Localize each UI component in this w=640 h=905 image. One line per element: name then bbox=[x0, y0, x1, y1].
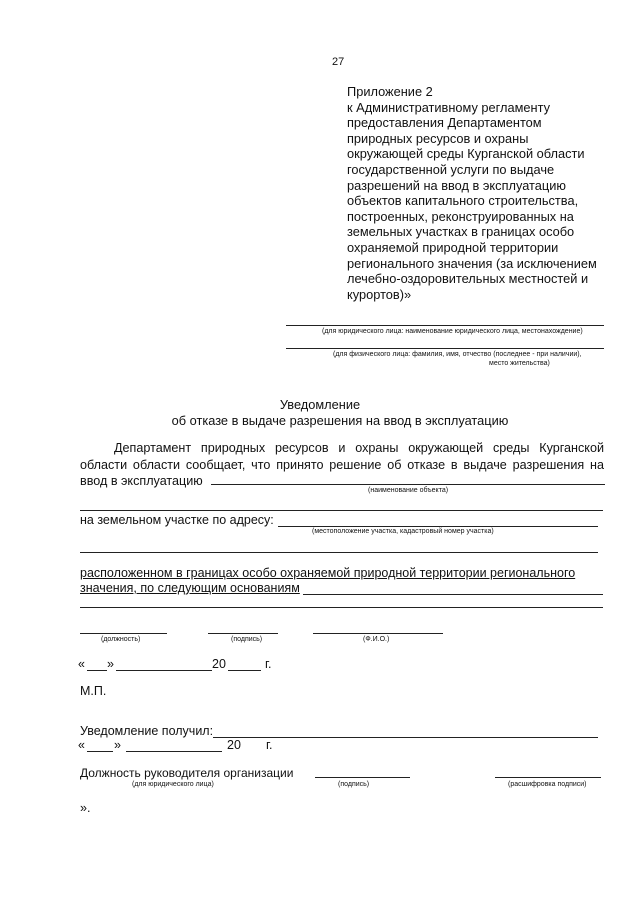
addressee-physical-line[interactable] bbox=[286, 348, 604, 349]
receipt-day-line[interactable] bbox=[87, 751, 113, 752]
addressee-legal-line[interactable] bbox=[286, 325, 604, 326]
reasons-line-fill[interactable] bbox=[303, 594, 603, 595]
notice-subtitle: об отказе в выдаче разрешения на ввод в эксплуатацию bbox=[171, 413, 509, 428]
land-caption: (местоположение участка, кадастровый номер участка) bbox=[312, 528, 494, 535]
appendix-block bbox=[347, 84, 597, 302]
date-year-line[interactable] bbox=[228, 670, 261, 671]
appendix-line: природных ресурсов и охраны bbox=[347, 130, 529, 146]
date-close: » bbox=[107, 657, 114, 671]
appendix-line: разрешений на ввод в эксплуатацию bbox=[347, 177, 566, 193]
addressee-physical-caption-2: место жительства) bbox=[489, 360, 550, 367]
appendix-line: охраняемой природной территории bbox=[347, 239, 559, 255]
date-open: « bbox=[78, 657, 85, 671]
date-year-prefix: 20 bbox=[212, 657, 226, 671]
date-year-suffix: г. bbox=[265, 657, 272, 671]
appendix-line: государственной услуги по выдаче bbox=[347, 161, 555, 177]
signature-line[interactable] bbox=[208, 633, 278, 634]
appendix-line: Приложение 2 bbox=[347, 84, 433, 99]
date-day-line[interactable] bbox=[87, 670, 107, 671]
appendix-line: объектов капитального строительства, bbox=[347, 193, 579, 209]
appendix-line: к Административному регламенту bbox=[347, 99, 551, 115]
addressee-legal-caption: (для юридического лица: наименование юридического лица, местонахождение) bbox=[322, 328, 583, 335]
appendix-line: регионального значения (за исключением bbox=[347, 255, 597, 271]
body-paragraph-text: Департамент природных ресурсов и охраны окружающей среды Курганской области области сообщает, что принято решение об отказе в выдаче разрешения на ввод в эксплуатацию bbox=[80, 441, 604, 488]
appendix-line: земельных участках в границах особо bbox=[347, 224, 575, 240]
receipt-label: Уведомление получил: bbox=[80, 724, 214, 738]
object-line[interactable] bbox=[211, 484, 605, 485]
reasons-line-2: значения, по следующим основаниям bbox=[80, 581, 300, 595]
head-legal-caption: (для юридического лица) bbox=[132, 781, 214, 788]
object-line-2[interactable] bbox=[80, 510, 603, 511]
receipt-date-open: « bbox=[78, 738, 85, 752]
addressee-physical-caption: (для физического лица: фамилия, имя, отчество (последнее - при наличии), bbox=[333, 351, 582, 358]
position-caption: (должность) bbox=[101, 636, 141, 643]
land-line[interactable] bbox=[278, 526, 598, 527]
head-decode-caption: (расшифровка подписи) bbox=[508, 781, 587, 788]
reasons-line-1: расположенном в границах особо охраняемой природной территории регионального bbox=[80, 566, 576, 580]
receipt-year-suffix: г. bbox=[266, 738, 273, 752]
signature-caption: (подпись) bbox=[231, 636, 263, 643]
date-month-line[interactable] bbox=[116, 670, 212, 671]
closing-mark: ». bbox=[80, 801, 91, 815]
appendix-line: лечебно-оздоровительных местностей и bbox=[347, 271, 589, 287]
receipt-year-prefix: 20 bbox=[227, 738, 241, 752]
land-line-2[interactable] bbox=[80, 552, 598, 553]
page-number: 27 bbox=[332, 56, 345, 68]
appendix-line: окружающей среды Курганской области bbox=[347, 146, 585, 162]
appendix-line: предоставления Департаментом bbox=[347, 115, 542, 131]
object-caption: (наименование объекта) bbox=[368, 487, 449, 494]
appendix-line: курортов)» bbox=[347, 286, 412, 302]
head-label: Должность руководителя организации bbox=[80, 766, 294, 780]
position-line[interactable] bbox=[80, 633, 167, 634]
head-decode-line[interactable] bbox=[495, 777, 601, 778]
appendix-line: построенных, реконструированных на bbox=[347, 208, 574, 224]
reasons-line-3[interactable] bbox=[80, 607, 603, 608]
head-signature-line[interactable] bbox=[315, 777, 410, 778]
stamp-label: М.П. bbox=[80, 684, 107, 698]
fio-caption: (Ф.И.О.) bbox=[363, 636, 390, 643]
land-label: на земельном участке по адресу: bbox=[80, 513, 274, 527]
fio-line[interactable] bbox=[313, 633, 443, 634]
body-paragraph bbox=[80, 440, 604, 490]
receipt-month-line[interactable] bbox=[126, 751, 222, 752]
receipt-date-close: » bbox=[114, 738, 121, 752]
head-signature-caption: (подпись) bbox=[338, 781, 370, 788]
notice-title: Уведомление bbox=[279, 397, 361, 412]
